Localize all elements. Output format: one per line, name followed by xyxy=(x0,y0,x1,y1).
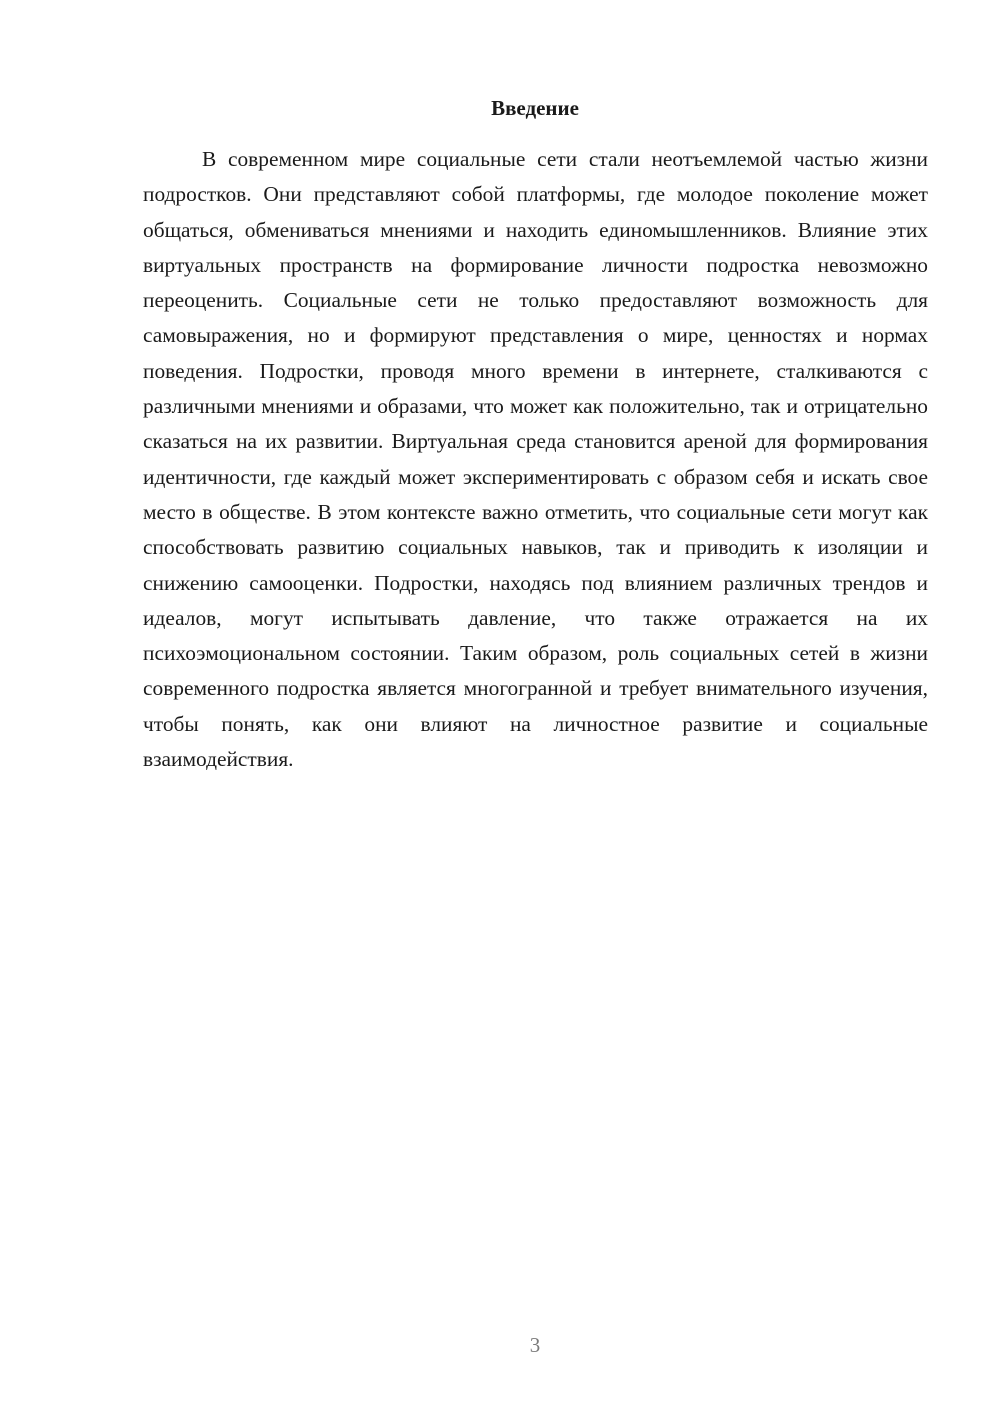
page-number: 3 xyxy=(529,1333,541,1357)
body-paragraph: В современном мире социальные сети стали неотъемлемой частью жизни подростков. Они представляют собой платформы, где молодое поколение может общаться, обмениваться мнениями и находить единомышленников. Влияние этих виртуальных пространств на формирование личности подростка невозможно переоценить. Социальные сети не только предоставляют возможность для самовыражения, но и формируют представления о мире, ценностях и нормах поведения. Подростки, проводя много времени в интернете, сталкиваются с различными мнениями и образами, что может как положительно, так и отрицательно сказаться на их развитии. Виртуальная среда становится ареной для формирования идентичности, где каждый может экспериментировать с образом себя и искать свое место в обществе. В этом контексте важно отметить, что социальные сети могут как способствовать развитию социальных навыков, так и приводить к изоляции и снижению самооценки. Подростки, находясь под влиянием различных трендов и идеалов, могут испытывать давление, что также отражается на их психоэмоциональном состоянии. Таким образом, роль социальных сетей в жизни современного подростка является многогранной и требует внимательного изучения, чтобы понять, как они влияют на личностное развитие и социальные взаимодействия. xyxy=(143,147,928,772)
section-title: Введение xyxy=(491,96,579,120)
